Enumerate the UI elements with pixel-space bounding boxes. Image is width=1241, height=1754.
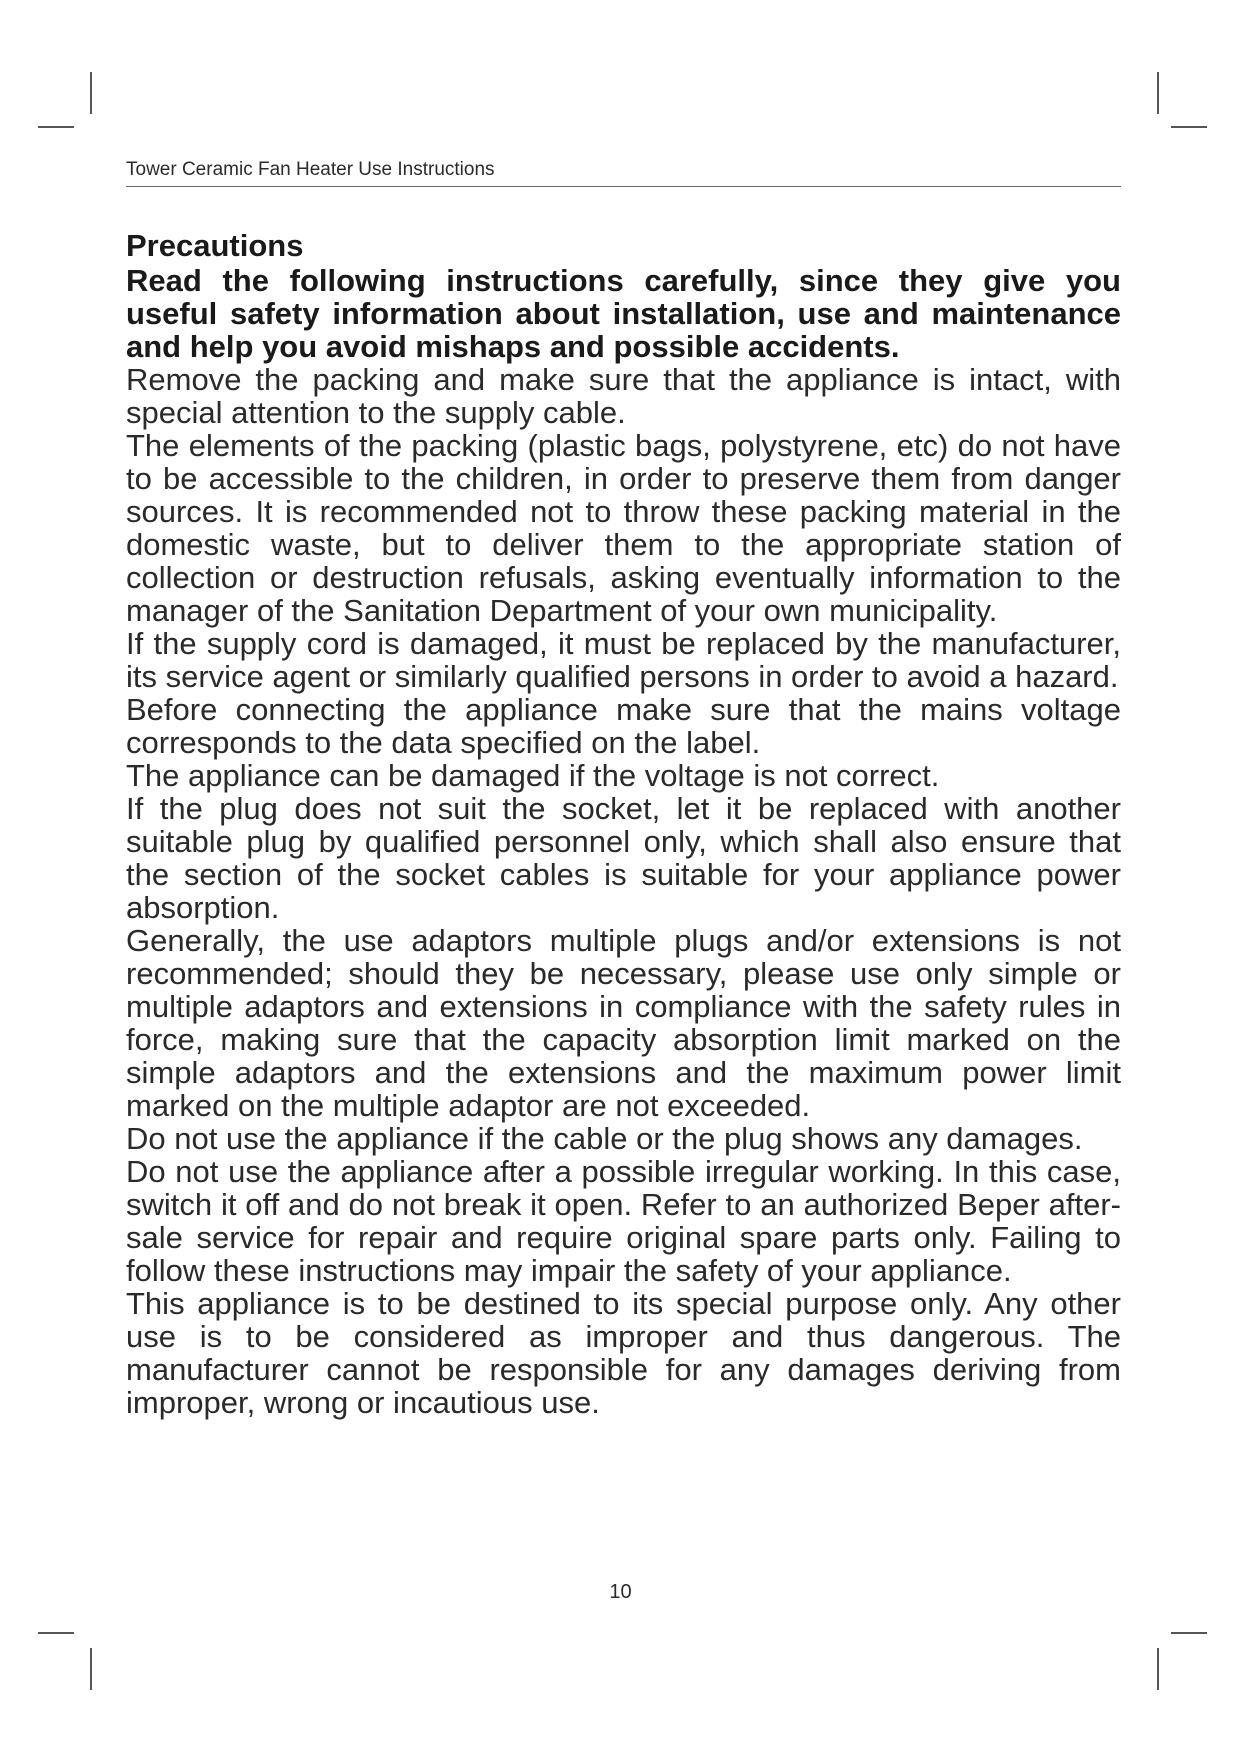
crop-mark-top-right-vertical (1157, 72, 1159, 114)
crop-mark-top-left-horizontal (38, 126, 74, 128)
paragraph-special-purpose: This appliance is to be destined to its special purpose only. Any other use is to be considered as improper and thus dangerous. The manufacturer cannot be responsible for any damages deriving from improper, wrong or incautious use. (126, 1286, 1121, 1420)
crop-mark-top-right-horizontal (1171, 126, 1207, 128)
paragraph-mains-voltage: Before connecting the appliance make sure that the mains voltage corresponds to the data specified on the label. (126, 692, 1121, 760)
header-divider (126, 186, 1121, 187)
paragraph-plug-socket: If the plug does not suit the socket, let it be replaced with another suitable plug by qualified personnel only, which shall also ensure that the section of the socket cables is suitable for your appliance power absorption. (126, 791, 1121, 925)
paragraph-supply-cord: If the supply cord is damaged, it must be replaced by the manufacturer, its service agent or similarly qualified persons in order to avoid a hazard. (126, 626, 1121, 694)
page-number: 10 (609, 1581, 632, 1603)
precautions-list (126, 363, 1121, 1419)
section-title: Precautions (126, 228, 304, 263)
paragraph-packing: Remove the packing and make sure that the appliance is intact, with special attention to the supply cable. (126, 362, 1121, 430)
running-header: Tower Ceramic Fan Heater Use Instructions (126, 159, 495, 180)
crop-mark-bottom-right-vertical (1157, 1648, 1159, 1690)
crop-mark-bottom-left-horizontal (38, 1632, 74, 1634)
paragraph-cable-damage: Do not use the appliance if the cable or the plug shows any damages. (126, 1121, 1083, 1156)
crop-mark-bottom-right-horizontal (1171, 1632, 1207, 1634)
paragraph-adaptors: Generally, the use adaptors multiple plugs and/or extensions is not recommended; should they be necessary, please use only simple or multiple adaptors and extensions in compliance with the safety rules in force, making sure that the capacity absorption limit marked on the simple adaptors and the extensions and the maximum power limit marked on the multiple adaptor are not exceeded. (126, 923, 1121, 1123)
paragraph-packing-elements: The elements of the packing (plastic bags, polystyrene, etc) do not have to be accessible to the children, in order to preserve them from danger sources. It is recommended not to throw these packing material in the domestic waste, but to deliver them to the appropriate station of collection or destruction refusals, asking eventually information to the manager of the Sanitation Department of your own municipality. (126, 428, 1121, 628)
crop-mark-top-left-vertical (90, 72, 92, 114)
main-content (126, 228, 1121, 1419)
paragraph-voltage-damage: The appliance can be damaged if the voltage is not correct. (126, 758, 940, 793)
intro-paragraph: Read the following instructions carefully, since they give you useful safety information about installation, use and maintenance and help you avoid mishaps and possible accidents. (126, 263, 1121, 364)
crop-mark-bottom-left-vertical (90, 1648, 92, 1690)
paragraph-irregular-working: Do not use the appliance after a possible irregular working. In this case, switch it off and do not break it open. Refer to an authorized Beper after-sale service for repair and require original spare parts only. Failing to follow these instructions may impair the safety of your appliance. (126, 1154, 1121, 1288)
